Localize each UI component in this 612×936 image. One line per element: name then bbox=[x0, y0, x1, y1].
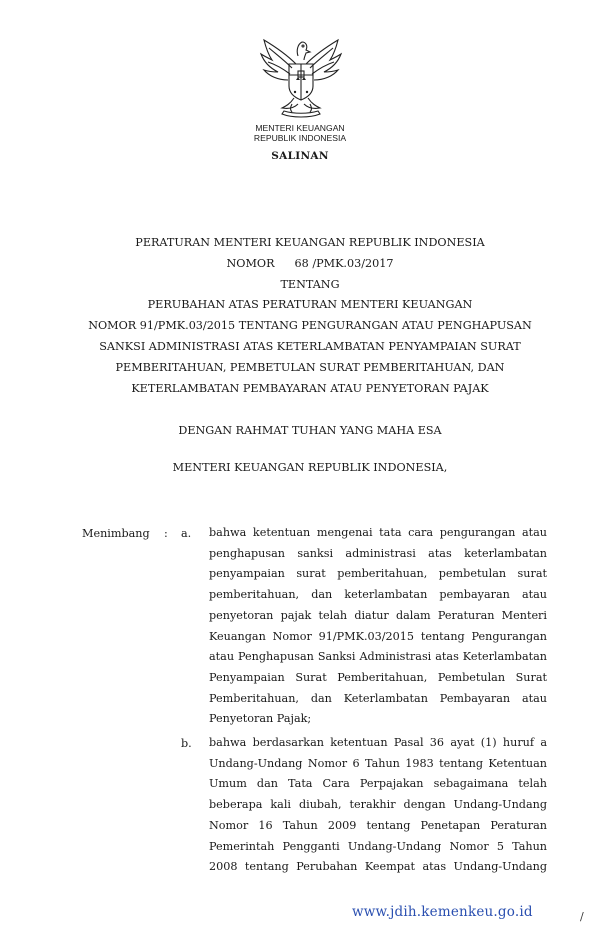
subject-line: PERUBAHAN ATAS PERATURAN MENTERI KEUANGAN bbox=[147, 298, 473, 311]
copy-label: SALINAN bbox=[271, 150, 329, 162]
consideration-paragraph-b: bahwa berdasarkan ketentuan Pasal 36 ayat (1) huruf a Undang-Undang Nomor 6 Tahun 1983 tentang Ketentuan Umum dan Tata Cara Perpajakan sebagaimana telah beberapa kali diubah, terakhir dengan Undang-Undang Nomor 16 Tahun 2009 tentang Penetapan Peraturan Pemerintah Pengganti Undang-Undang Nomor 5 Tahun 2008 tentang Perubahan Keempat atas Undang-Undang bbox=[209, 736, 547, 874]
consideration-paragraph-a: bahwa ketentuan mengenai tata cara pengurangan atau penghapusan sanksi administrasi atas keterlambatan penyampaian surat pemberitahuan, pembetulan surat pemberitahuan, dan keterlambatan pembayaran atau penyetoran pajak telah diatur dalam Peraturan Menteri Keuangan Nomor 91/PMK.03/2015 tentang Pengurangan atau Penghapusan Sanksi Administrasi atas Keterlambatan Penyampaian Surat Pemberitahuan, Pembetulan Surat Pemberitahuan, dan Keterlambatan Pembayaran atau Penyetoran Pajak; bbox=[209, 526, 547, 726]
page-mark: / bbox=[580, 910, 584, 923]
subject-line: NOMOR 91/PMK.03/2015 TENTANG PENGURANGAN ATAU PENGHAPUSAN bbox=[88, 319, 532, 332]
regulation-number bbox=[40, 257, 580, 271]
ministry-name-line1: MENTERI KEUANGAN bbox=[255, 123, 345, 133]
garuda-emblem-icon bbox=[256, 34, 346, 120]
tentang-heading: TENTANG bbox=[280, 278, 340, 291]
ministry-name-line2: REPUBLIK INDONESIA bbox=[253, 133, 347, 143]
item-letter-b: b. bbox=[181, 737, 192, 750]
website-link[interactable]: www.jdih.kemenkeu.go.id bbox=[352, 904, 533, 920]
nomor-label: NOMOR bbox=[226, 257, 275, 270]
subject-line: SANKSI ADMINISTRASI ATAS KETERLAMBATAN PENYAMPAIAN SURAT bbox=[99, 340, 521, 353]
issuer-line: MENTERI KEUANGAN REPUBLIK INDONESIA, bbox=[172, 461, 448, 474]
regulation-title: PERATURAN MENTERI KEUANGAN REPUBLIK INDONESIA bbox=[135, 236, 485, 249]
item-letter-a: a. bbox=[181, 527, 192, 540]
blessing-line: DENGAN RAHMAT TUHAN YANG MAHA ESA bbox=[178, 424, 442, 437]
menimbang-colon: : bbox=[164, 527, 168, 540]
nomor-value: 68 /PMK.03/2017 bbox=[294, 257, 394, 270]
subject-line: PEMBERITAHUAN, PEMBETULAN SURAT PEMBERITAHUAN, DAN bbox=[115, 361, 505, 374]
subject-line: KETERLAMBATAN PEMBAYARAN ATAU PENYETORAN PAJAK bbox=[131, 382, 489, 395]
menimbang-label: Menimbang bbox=[82, 527, 150, 540]
